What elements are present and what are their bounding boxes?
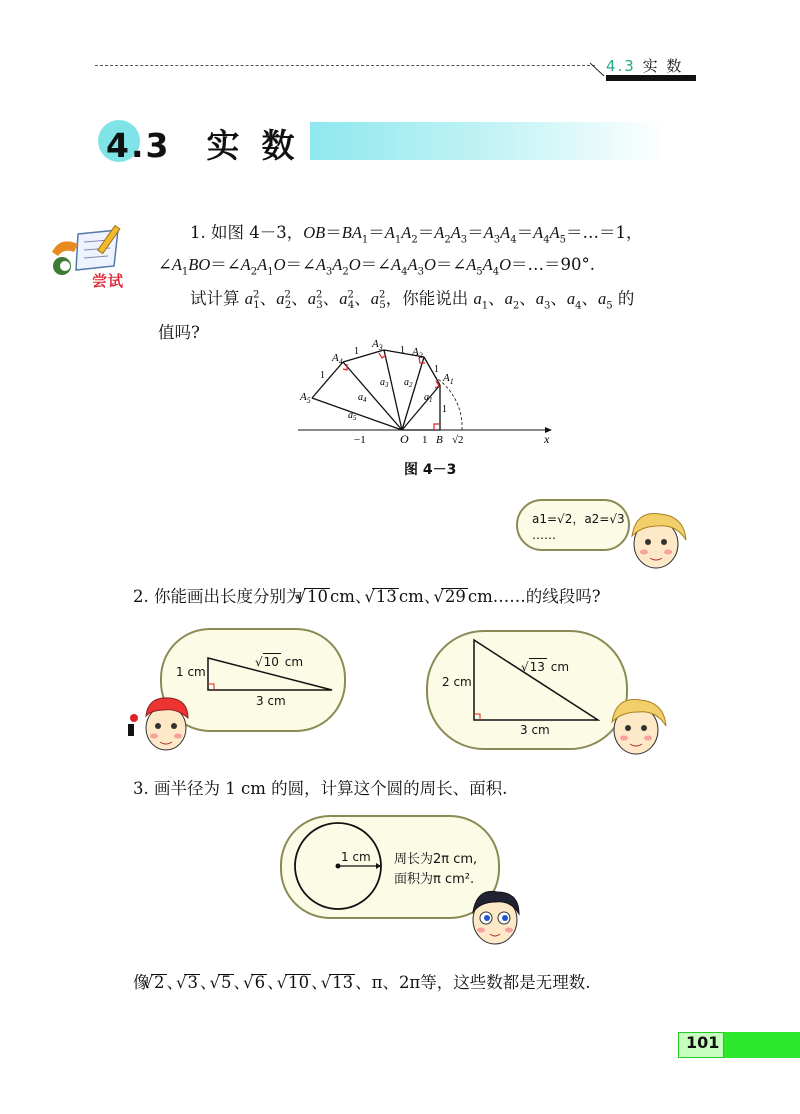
conclusion-sqrt-5: √ 5 bbox=[218, 974, 234, 991]
section-title-name: 实数 bbox=[206, 126, 317, 165]
conclusion-sep4: 、 bbox=[267, 973, 284, 992]
conclusion-suffix: 等，这些数都是无理数. bbox=[420, 973, 591, 992]
problem1-line1: 1. 如图 4－3，$OB=BA_1=A_1A_2=A_2A_3=A_3A_4=A_4A_5=\dots=1$， bbox=[190, 223, 643, 246]
one-label-2: 1 bbox=[434, 364, 439, 375]
label-A4: $A_4$ bbox=[332, 352, 343, 366]
problem2-prefix: 2. 你能画出长度分别为 bbox=[133, 587, 303, 606]
problem1-line3-suffix: 的 bbox=[617, 289, 635, 308]
tick-B: B bbox=[436, 434, 443, 446]
problem3-text: 3. 画半径为 1 cm 的圆，计算这个圆的周长、面积. bbox=[133, 779, 508, 798]
triangle2-hyp-unit: cm bbox=[550, 660, 570, 674]
problem2-unit3: cm bbox=[467, 587, 493, 606]
label-A2: $A_2$ bbox=[412, 346, 423, 360]
cartoon-girl-icon-2 bbox=[604, 694, 674, 756]
label-A3: $A_3$ bbox=[372, 338, 383, 352]
origin-label: O bbox=[400, 432, 409, 446]
label-A5: $A_5$ bbox=[300, 391, 311, 405]
one-label-1: 1 bbox=[442, 404, 447, 415]
page-number: 101 bbox=[686, 1033, 720, 1052]
spiral-figure bbox=[290, 330, 570, 450]
triangle1-leg-vertical: 1 cm bbox=[176, 665, 206, 679]
label-a3: $a_3$ bbox=[380, 377, 389, 389]
triangle2-figure bbox=[466, 632, 606, 724]
problem1-line4: 值吗? bbox=[158, 323, 200, 342]
one-label-3: 1 bbox=[400, 345, 405, 356]
problem1-line2: $\angle A_1BO=\angle A_2A_1O=\angle A_3A_2O=\angle A_4A_3O=\angle A_5A_4O=\dots=90^\circ$. bbox=[158, 255, 596, 278]
header-bar bbox=[606, 75, 696, 81]
header-section-name: 实 数 bbox=[642, 57, 684, 75]
label-a2: $a_2$ bbox=[404, 377, 413, 389]
problem2-unit2: cm bbox=[398, 587, 424, 606]
label-a1: $a_1$ bbox=[424, 392, 433, 404]
one-label-4: 1 bbox=[354, 346, 359, 357]
cartoon-boy-cap-icon bbox=[124, 690, 198, 756]
conclusion-prefix: 像 bbox=[133, 973, 150, 992]
problem2-radicand3: √ 29 bbox=[441, 588, 468, 605]
triangle2-hypotenuse bbox=[528, 658, 569, 675]
circle-radius-label: 1 cm bbox=[341, 850, 371, 864]
problem1-line1-suffix: ＝…＝1， bbox=[566, 223, 643, 242]
conclusion-sep6: 、 bbox=[355, 973, 372, 992]
cartoon-girl-icon bbox=[624, 506, 694, 572]
problem1-number: 1. bbox=[190, 223, 206, 242]
hint-bubble-line1: a1=√2，a2=√3 bbox=[532, 512, 625, 526]
header-rule bbox=[95, 65, 595, 66]
tick-1: 1 bbox=[422, 434, 428, 446]
header-section-num: 4.3 bbox=[606, 57, 636, 75]
problem1-line3: 试计算 $a^2_1$、$a^2_2$、$a^2_3$、$a^2_4$、$a^2_5$，你能说出 $a_1$、$a_2$、$a_3$、$a_4$、$a_5$ 的 bbox=[190, 289, 635, 312]
circle-figure bbox=[290, 818, 390, 914]
one-label-5: 1 bbox=[320, 370, 325, 381]
conclusion-text bbox=[133, 966, 591, 1000]
section-title bbox=[106, 120, 316, 167]
axis-x-label: x bbox=[544, 432, 550, 446]
circle-circumference: 周长为2π cm, bbox=[394, 852, 478, 867]
triangle1-hyp-unit: cm bbox=[284, 655, 304, 669]
section-title-num: 4.3 bbox=[106, 126, 171, 165]
triangle1-hypotenuse bbox=[262, 653, 303, 670]
problem2-unit1: cm bbox=[330, 587, 355, 606]
triangle1-hyp-radicand: √ 10 bbox=[263, 653, 281, 670]
problem2-radicand2: √ 13 bbox=[372, 588, 399, 605]
label-a4: $a_4$ bbox=[358, 392, 367, 404]
problem1-line2-suffix: ＝…＝90°. bbox=[511, 255, 596, 274]
triangle1-leg-horizontal: 3 cm bbox=[256, 694, 286, 708]
problem1-line3-mid: ，你能说出 bbox=[385, 289, 469, 308]
conclusion-sqrt-10: √ 10 bbox=[285, 974, 312, 991]
conclusion-pi-items: π、2π bbox=[371, 973, 421, 992]
problem2-suffix: ……的线段吗? bbox=[492, 587, 601, 606]
problem2-text bbox=[133, 580, 601, 614]
label-A1: $A_1$ bbox=[443, 372, 454, 386]
problem2-radicand1: √ 10 bbox=[304, 588, 331, 605]
try-badge-label: 尝试 bbox=[92, 272, 125, 290]
conclusion-sep3: 、 bbox=[233, 973, 251, 992]
tick-sqrt2: √2 bbox=[452, 434, 464, 446]
problem2-sep1: 、 bbox=[354, 587, 372, 606]
conclusion-sqrt-6: √ 6 bbox=[251, 974, 267, 991]
triangle2-leg-vertical: 2 cm bbox=[442, 675, 472, 689]
cartoon-boy-icon bbox=[463, 884, 527, 946]
running-header bbox=[606, 55, 683, 76]
conclusion-sep1: 、 bbox=[166, 973, 184, 992]
title-band bbox=[310, 122, 665, 160]
problem1-line3-prefix: 试计算 bbox=[190, 289, 240, 308]
conclusion-sqrt-3: √ 3 bbox=[184, 974, 200, 991]
conclusion-sqrt-13: √ 13 bbox=[329, 974, 356, 991]
problem1-line1-prefix: 如图 4－3， bbox=[211, 223, 304, 242]
problem2-sep2: 、 bbox=[423, 587, 441, 606]
label-a5: $a_5$ bbox=[348, 410, 357, 422]
tick-minus1: −1 bbox=[354, 434, 366, 446]
conclusion-sqrt-2: √ 2 bbox=[151, 974, 167, 991]
conclusion-sep5: 、 bbox=[311, 973, 328, 992]
conclusion-sep2: 、 bbox=[200, 973, 217, 992]
triangle2-leg-horizontal: 3 cm bbox=[520, 723, 550, 737]
hint-bubble-line2: …… bbox=[532, 528, 556, 542]
triangle2-hyp-radicand: √ 13 bbox=[529, 658, 547, 675]
circle-area: 面积为π cm². bbox=[394, 872, 475, 887]
figure-caption: 图 4－3 bbox=[404, 462, 457, 478]
